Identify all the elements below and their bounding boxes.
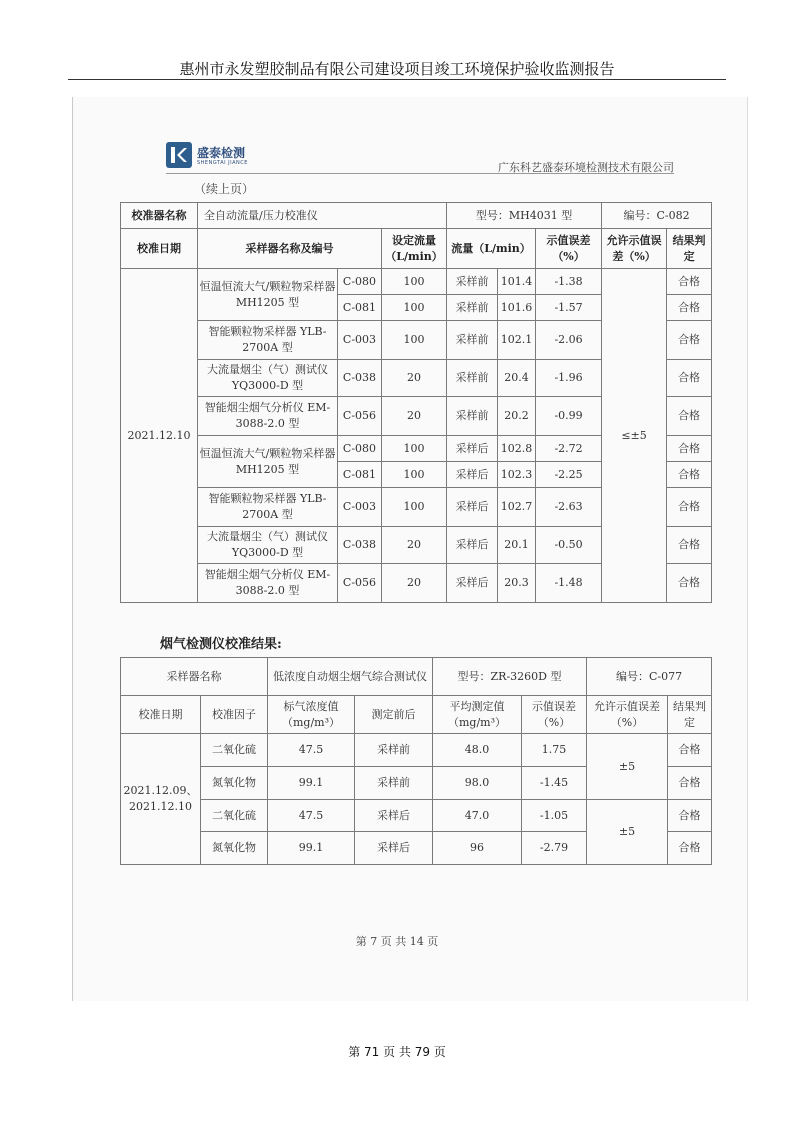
stage-cell: 采样前 — [355, 734, 433, 767]
col-stage: 测定前后 — [355, 696, 433, 734]
sampler-name: 大流量烟尘（气）测试仪 YQ3000-D 型 — [198, 360, 338, 397]
col-error: 示值误差（%） — [536, 229, 602, 269]
result-cell: 合格 — [668, 734, 712, 767]
set-flow-cell: 100 — [382, 488, 447, 527]
set-flow-cell: 100 — [382, 321, 447, 360]
stage-cell: 采样前 — [447, 269, 498, 295]
set-flow-cell: 100 — [382, 295, 447, 321]
col-set-flow: 设定流量（L/min） — [382, 229, 447, 269]
error-cell: -1.38 — [536, 269, 602, 295]
stage-cell: 采样后 — [447, 564, 498, 603]
result-cell: 合格 — [668, 800, 712, 832]
col-date: 校准日期 — [121, 229, 198, 269]
error-cell: -0.99 — [536, 397, 602, 436]
report-title: 惠州市永发塑胶制品有限公司建设项目竣工环境保护验收监测报告 — [179, 60, 615, 78]
flow-cell: 20.2 — [498, 397, 536, 436]
col-sampler: 采样器名称及编号 — [198, 229, 382, 269]
table-row — [121, 269, 712, 295]
stage-cell: 采样前 — [447, 360, 498, 397]
result-cell: 合格 — [667, 321, 712, 360]
col-error: 示值误差（%） — [522, 696, 587, 734]
stage-cell: 采样前 — [355, 767, 433, 800]
avg-cell: 96 — [433, 832, 522, 865]
sampler-code: C-080 — [338, 269, 382, 295]
error-cell: -0.50 — [536, 527, 602, 564]
logo-name-en: SHENGTAI JIANCE — [197, 160, 248, 166]
error-cell: -2.25 — [536, 462, 602, 488]
result-cell: 合格 — [667, 527, 712, 564]
sampler-model: 型号：ZR-3260D 型 — [433, 658, 587, 696]
std-cell: 99.1 — [268, 832, 355, 865]
flow-cell: 102.7 — [498, 488, 536, 527]
result-cell: 合格 — [667, 397, 712, 436]
factor-cell: 二氧化硫 — [201, 800, 268, 832]
std-cell: 47.5 — [268, 800, 355, 832]
factor-cell: 氮氧化物 — [201, 767, 268, 800]
error-cell: -1.45 — [522, 767, 587, 800]
error-cell: -1.48 — [536, 564, 602, 603]
error-cell: -1.57 — [536, 295, 602, 321]
error-cell: -2.79 — [522, 832, 587, 865]
avg-cell: 98.0 — [433, 767, 522, 800]
flow-cell: 102.3 — [498, 462, 536, 488]
sampler-code: C-003 — [338, 488, 382, 527]
std-cell: 47.5 — [268, 734, 355, 767]
error-cell: -1.96 — [536, 360, 602, 397]
flow-cell: 20.1 — [498, 527, 536, 564]
col-flow: 流量（L/min） — [447, 229, 536, 269]
instrument-name: 全自动流量/压力校准仪 — [198, 203, 447, 229]
calib-date: 2021.12.09、2021.12.10 — [121, 734, 201, 865]
stage-cell: 采样前 — [447, 295, 498, 321]
stage-cell: 采样后 — [355, 832, 433, 865]
sampler-code: C-080 — [338, 436, 382, 462]
avg-cell: 48.0 — [433, 734, 522, 767]
stage-cell: 采样前 — [447, 397, 498, 436]
result-cell: 合格 — [668, 832, 712, 865]
sampler-label: 采样器名称 — [121, 658, 268, 696]
calib-date: 2021.12.10 — [121, 269, 198, 603]
error-cell: -2.72 — [536, 436, 602, 462]
set-flow-cell: 100 — [382, 436, 447, 462]
page-number: 第 71 页 共 79 页 — [348, 1045, 446, 1059]
error-cell: 1.75 — [522, 734, 587, 767]
stage-cell: 采样后 — [447, 527, 498, 564]
allowed-cell: ±5 — [587, 800, 668, 865]
sampler-code: C-081 — [338, 462, 382, 488]
sampler-number: 编号：C-077 — [587, 658, 712, 696]
flow-cell: 101.4 — [498, 269, 536, 295]
sampler-name: 智能颗粒物采样器 YLB-2700A 型 — [198, 321, 338, 360]
flow-calibration-table — [120, 202, 712, 603]
result-cell: 合格 — [667, 295, 712, 321]
flow-cell: 101.6 — [498, 295, 536, 321]
col-date: 校准日期 — [121, 696, 201, 734]
logo-mark-icon — [166, 142, 192, 168]
avg-cell: 47.0 — [433, 800, 522, 832]
col-avg: 平均测定值（mg/m³） — [433, 696, 522, 734]
set-flow-cell: 100 — [382, 462, 447, 488]
col-result: 结果判定 — [667, 229, 712, 269]
set-flow-cell: 20 — [382, 397, 447, 436]
error-cell: -2.06 — [536, 321, 602, 360]
set-flow-cell: 20 — [382, 360, 447, 397]
col-std-conc: 标气浓度值（mg/m³） — [268, 696, 355, 734]
result-cell: 合格 — [667, 462, 712, 488]
error-cell: -1.05 — [522, 800, 587, 832]
col-allowed: 允许示值误差（%） — [587, 696, 668, 734]
result-cell: 合格 — [668, 767, 712, 800]
result-cell: 合格 — [667, 488, 712, 527]
stage-cell: 采样后 — [447, 436, 498, 462]
stage-cell: 采样前 — [447, 321, 498, 360]
header-rule — [68, 79, 726, 80]
result-cell: 合格 — [667, 436, 712, 462]
sampler-name: 智能颗粒物采样器 YLB-2700A 型 — [198, 488, 338, 527]
flow-cell: 102.1 — [498, 321, 536, 360]
factor-cell: 氮氧化物 — [201, 832, 268, 865]
set-flow-cell: 100 — [382, 269, 447, 295]
allowed-cell: ≤±5 — [602, 269, 667, 603]
flow-cell: 20.3 — [498, 564, 536, 603]
sampler-code: C-038 — [338, 360, 382, 397]
stage-cell: 采样后 — [355, 800, 433, 832]
instrument-number: 编号：C-082 — [602, 203, 712, 229]
gas-calibration-table — [120, 657, 712, 865]
sampler-name: 恒温恒流大气/颗粒物采样器 MH1205 型 — [198, 436, 338, 488]
sampler-name: 智能烟尘烟气分析仪 EM-3088-2.0 型 — [198, 397, 338, 436]
stage-cell: 采样后 — [447, 462, 498, 488]
sampler-code: C-038 — [338, 527, 382, 564]
sampler-name: 恒温恒流大气/颗粒物采样器 MH1205 型 — [198, 269, 338, 321]
allowed-cell: ±5 — [587, 734, 668, 800]
sampler-code: C-081 — [338, 295, 382, 321]
result-cell: 合格 — [667, 360, 712, 397]
col-factor: 校准因子 — [201, 696, 268, 734]
sampler-code: C-003 — [338, 321, 382, 360]
company-rule — [166, 173, 674, 174]
instrument-label: 校准器名称 — [121, 203, 198, 229]
sampler-name: 大流量烟尘（气）测试仪 YQ3000-D 型 — [198, 527, 338, 564]
sampler-code: C-056 — [338, 564, 382, 603]
sampler-code: C-056 — [338, 397, 382, 436]
set-flow-cell: 20 — [382, 527, 447, 564]
company-logo — [166, 142, 252, 170]
instrument-model: 型号：MH4031 型 — [447, 203, 602, 229]
factor-cell: 二氧化硫 — [201, 734, 268, 767]
continued-note: （续上页） — [194, 182, 255, 196]
col-allowed: 允许示值误差（%） — [602, 229, 667, 269]
section-title: 烟气检测仪校准结果: — [160, 637, 282, 652]
flow-cell: 20.4 — [498, 360, 536, 397]
inner-page-number: 第 7 页 共 14 页 — [355, 935, 439, 948]
company-name: 广东科艺盛泰环境检测技术有限公司 — [498, 161, 674, 174]
std-cell: 99.1 — [268, 767, 355, 800]
col-result: 结果判定 — [668, 696, 712, 734]
result-cell: 合格 — [667, 564, 712, 603]
flow-cell: 102.8 — [498, 436, 536, 462]
stage-cell: 采样后 — [447, 488, 498, 527]
result-cell: 合格 — [667, 269, 712, 295]
sampler-name: 智能烟尘烟气分析仪 EM-3088-2.0 型 — [198, 564, 338, 603]
error-cell: -2.63 — [536, 488, 602, 527]
logo-name: 盛泰检测 — [197, 146, 246, 160]
set-flow-cell: 20 — [382, 564, 447, 603]
sampler-name: 低浓度自动烟尘烟气综合测试仪 — [268, 658, 433, 696]
